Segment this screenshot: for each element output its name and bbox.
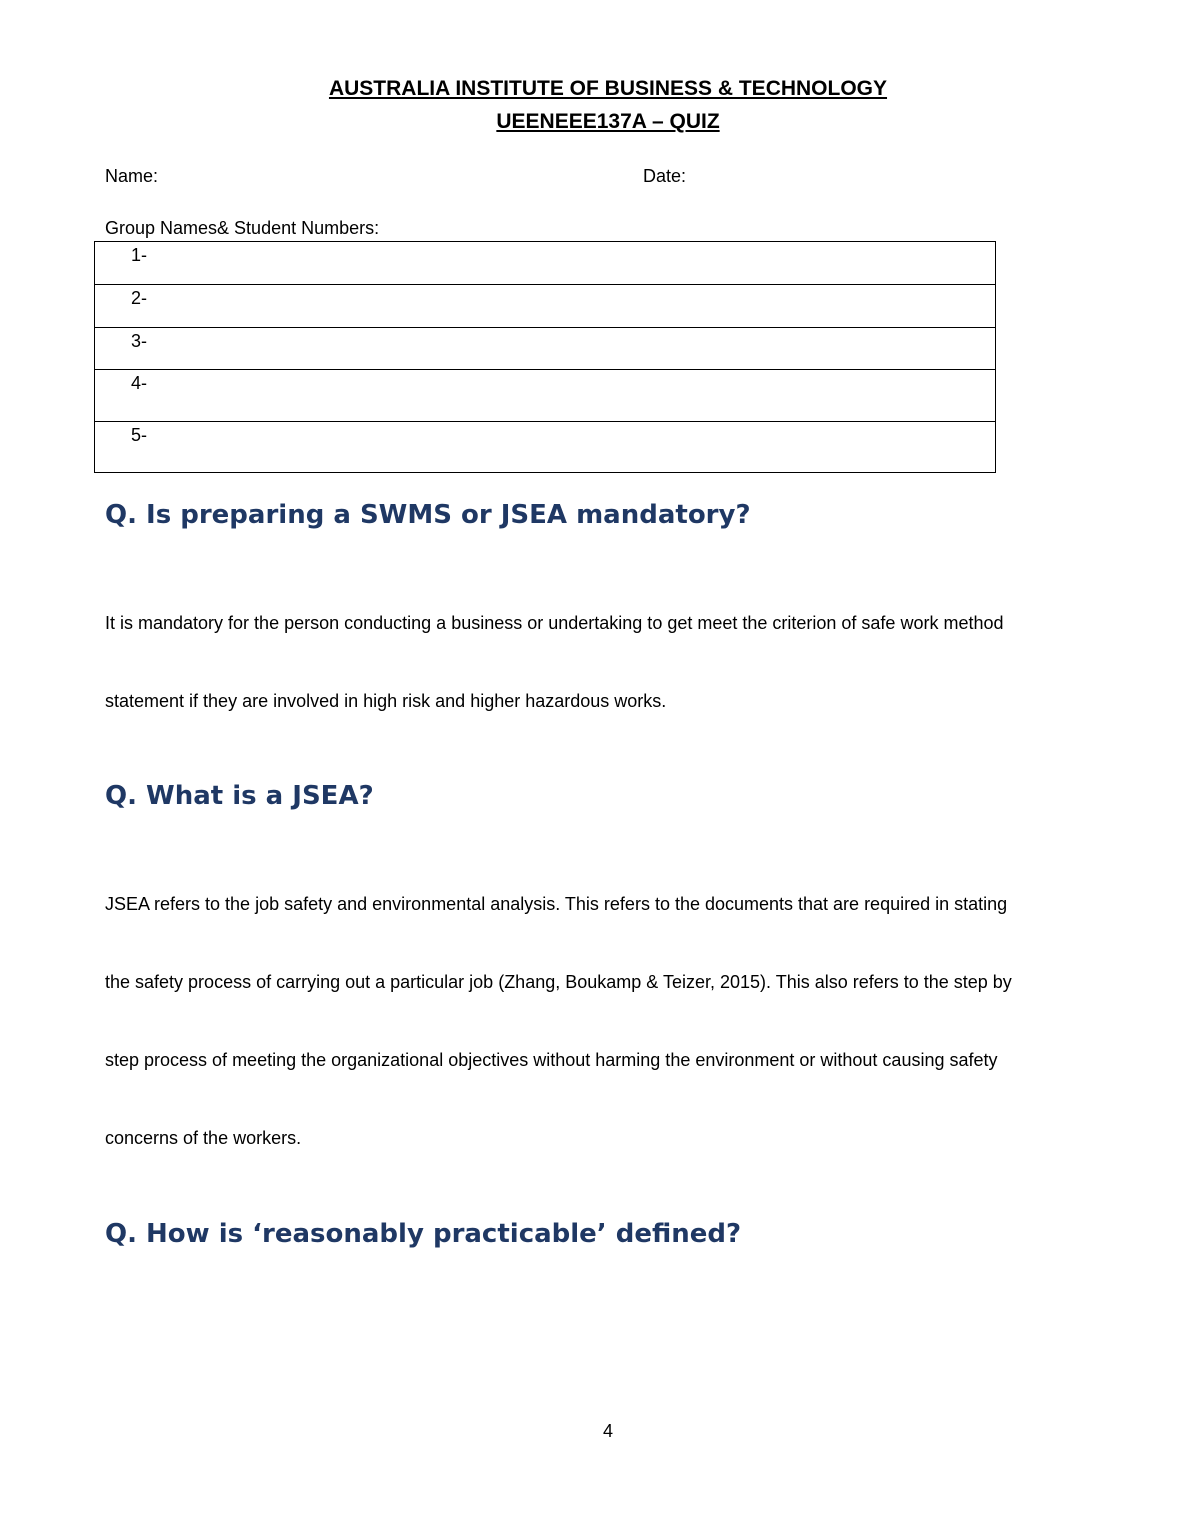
group-row-4[interactable]: 4- bbox=[95, 370, 996, 422]
answer-line: the safety process of carrying out a particular job (Zhang, Boukamp & Teizer, 2015). This also refers to the step by bbox=[105, 972, 1012, 992]
answer-line: JSEA refers to the job safety and environmental analysis. This refers to the documents that are required in stating bbox=[105, 894, 1008, 914]
group-row-3[interactable]: 3- bbox=[95, 328, 996, 370]
quiz-subtitle: UEENEEE137A – QUIZ bbox=[496, 110, 720, 133]
group-row-2[interactable]: 2- bbox=[95, 285, 996, 328]
table-row bbox=[95, 242, 996, 285]
name-label: Name: bbox=[105, 166, 159, 186]
question-reasonably-practicable: Q. How is ‘reasonably practicable’ defined? bbox=[105, 1219, 742, 1249]
answer-line: statement if they are involved in high risk and higher hazardous works. bbox=[105, 691, 667, 711]
date-label: Date: bbox=[643, 166, 687, 186]
table-row bbox=[95, 285, 996, 328]
group-row-1[interactable]: 1- bbox=[95, 242, 996, 285]
question-swms-jsea-mandatory: Q. Is preparing a SWMS or JSEA mandatory? bbox=[105, 500, 751, 530]
table-row bbox=[95, 422, 996, 473]
group-members-table bbox=[94, 241, 996, 473]
group-row-5[interactable]: 5- bbox=[95, 422, 996, 473]
answer-what-is-jsea bbox=[105, 865, 1105, 1177]
answer-line: step process of meeting the organizational objectives without harming the environment or without causing safety bbox=[105, 1050, 998, 1070]
table-row bbox=[95, 370, 996, 422]
answer-swms-jsea-mandatory bbox=[105, 584, 1105, 740]
table-row bbox=[95, 328, 996, 370]
answer-line: It is mandatory for the person conducting a business or undertaking to get meet the criterion of safe work method bbox=[105, 613, 1004, 633]
question-what-is-jsea: Q. What is a JSEA? bbox=[105, 781, 374, 811]
group-names-label: Group Names& Student Numbers: bbox=[105, 218, 380, 238]
page-number: 4 bbox=[602, 1421, 613, 1441]
answer-line: concerns of the workers. bbox=[105, 1128, 302, 1148]
institute-title: AUSTRALIA INSTITUTE OF BUSINESS & TECHNOLOGY bbox=[328, 77, 888, 100]
document-title bbox=[0, 72, 1190, 138]
